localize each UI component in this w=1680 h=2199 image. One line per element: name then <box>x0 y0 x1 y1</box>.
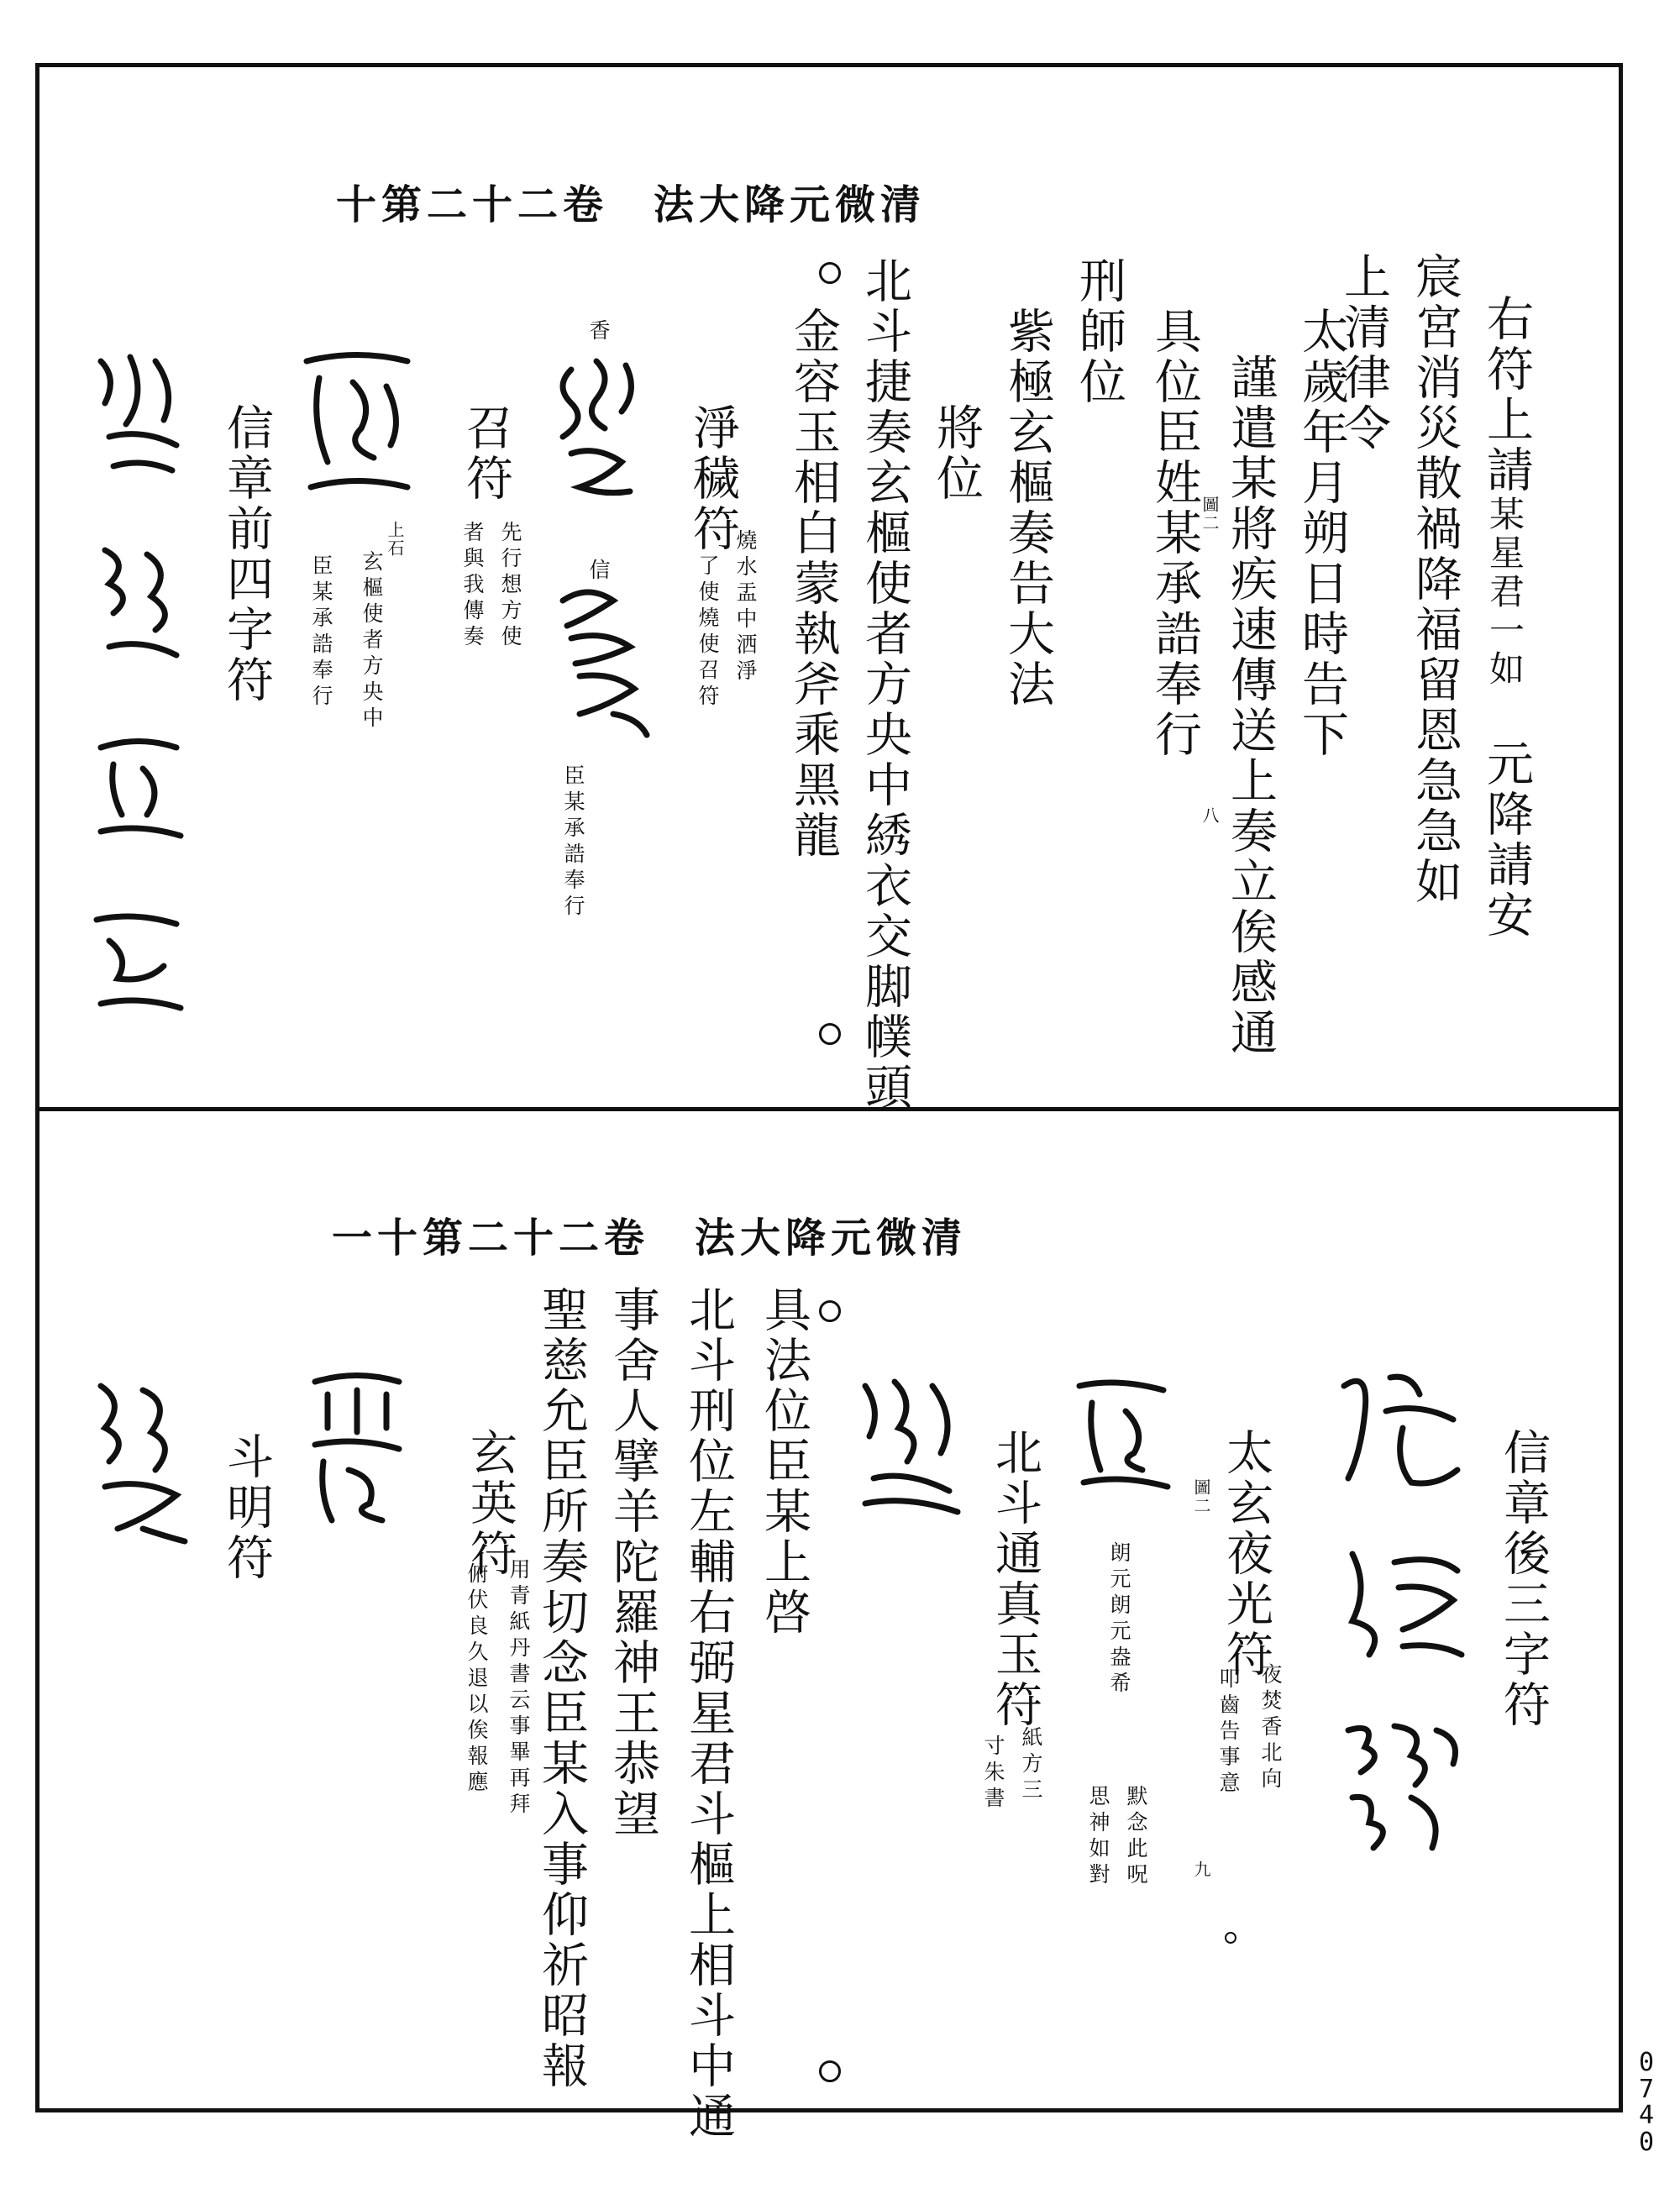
page-number-digit: 0 <box>1638 2127 1655 2157</box>
top-col-14-note2: 者與我傳奏 <box>460 521 485 651</box>
bottom-running-header: 一十第二十二卷 法大降元微清 <box>332 1215 968 1262</box>
bottom-col-3: 朗元朗元盎希 <box>1107 1541 1131 1698</box>
top-col-16: 信章前四字符 <box>219 403 274 706</box>
talisman-front-2 <box>84 538 193 680</box>
bottom-small-dot <box>1225 1932 1236 1944</box>
page-number-digit: 0 <box>1638 2048 1655 2077</box>
bottom-col-2: 太玄夜光符 <box>1219 1428 1273 1680</box>
bottom-col-4: 北斗通真玉符 <box>988 1428 1042 1730</box>
bottom-col-2-note: 夜焚香北向 <box>1258 1663 1283 1793</box>
bottom-col-9-note: 用青紙丹書云事畢再拜 <box>507 1558 531 1819</box>
page-number <box>1630 2049 1663 2155</box>
page-number-digit: 7 <box>1638 2074 1655 2104</box>
top-col-12-note2: 了使燒使召符 <box>696 554 720 711</box>
talisman-tongzhen-side <box>848 1369 974 1520</box>
talisman-jinghui-glyph-2 <box>546 580 655 739</box>
top-col-2: 宸宮消災散禍降福留恩急急如 <box>1408 252 1462 907</box>
page-number-digit: 4 <box>1638 2101 1655 2130</box>
talisman-front-1 <box>84 344 193 487</box>
top-col-14: 召符 <box>459 403 513 504</box>
top-col-15-b: 玄樞使者方央中 <box>360 550 384 732</box>
top-col-5: 謹遣某將疾速傳送上奏立俟感通 <box>1223 353 1278 1058</box>
top-col-1-sub: 某星君一如 <box>1484 496 1525 689</box>
talisman-xuanying-glyph <box>298 1361 416 1537</box>
bottom-col-7: 事舍人擘羊陀羅神王恭望 <box>606 1285 660 1839</box>
top-circle-marker-upper <box>819 262 841 284</box>
talisman-back-1 <box>1327 1361 1470 1495</box>
top-col-3: 上清律令 <box>1336 252 1391 454</box>
bottom-col-2-note2: 叩齒告事意 <box>1216 1667 1241 1798</box>
top-col-8: 刑師位 <box>1072 256 1126 407</box>
bottom-col-5: 具法位臣某上啓 <box>757 1285 811 1638</box>
bottom-col-3-note2: 思神如對 <box>1086 1785 1110 1889</box>
talisman-front-4 <box>84 899 193 1025</box>
top-circle-marker-lower <box>819 1023 841 1045</box>
talisman-back-3 <box>1336 1714 1478 1856</box>
bottom-col-9: 玄英符 <box>463 1428 517 1579</box>
talisman-front-3 <box>84 722 193 848</box>
top-col-13-c: 臣某承誥奉行 <box>561 764 585 921</box>
talisman-back-2 <box>1336 1537 1470 1663</box>
bottom-col-4-note: 紙方三 <box>1019 1726 1043 1804</box>
top-col-15-c: 臣某承誥奉行 <box>309 554 333 711</box>
bottom-circle-marker-upper <box>819 1300 841 1322</box>
top-running-header: 十第二十二卷 法大降元微清 <box>336 181 927 228</box>
top-col-15-a: 上石 <box>385 521 405 558</box>
bottom-col-10: 斗明符 <box>219 1432 274 1583</box>
bottom-col-6: 北斗刑位左輔右弼星君斗樞上相斗中通 <box>681 1285 736 2142</box>
talisman-douming-glyph <box>84 1369 193 1546</box>
panel-divider <box>35 1107 1623 1111</box>
top-col-12-note: 燒水盂中洒淨 <box>733 529 758 685</box>
top-col-11: 金容玉相白蒙執斧乘黑龍 <box>786 307 841 861</box>
bottom-col-3-note: 默念此呪 <box>1124 1785 1148 1889</box>
bottom-col-2-fig: 圖二 <box>1191 1478 1211 1515</box>
bottom-col-8: 聖慈允臣所奏切念臣某入事仰祈昭報 <box>534 1285 589 2091</box>
bottom-circle-marker-lower <box>819 2060 841 2082</box>
bottom-col-2-page: 九 <box>1191 1860 1211 1879</box>
talisman-tongzhen-glyph <box>1067 1369 1176 1495</box>
top-col-1b: 元降請安 <box>1479 739 1534 941</box>
top-col-14-note: 先行想方使 <box>498 521 522 651</box>
top-col-13-a: 香 <box>586 319 611 345</box>
top-col-7: 紫極玄樞奏告大法 <box>1000 307 1055 710</box>
top-col-12: 淨穢符 <box>685 403 740 554</box>
top-col-5-note: 圖二 <box>1200 496 1220 533</box>
top-col-4: 太歲年月朔日時告下 <box>1294 307 1349 760</box>
bottom-col-4-note2: 寸朱書 <box>981 1735 1005 1813</box>
talisman-jinghui-glyph-1 <box>546 353 655 512</box>
bottom-col-1: 信章後三字符 <box>1496 1428 1551 1730</box>
top-col-10: 北斗捷奏玄樞使者方央中綉衣交脚幞頭 <box>858 256 912 1113</box>
talisman-zhao-glyph <box>294 344 420 504</box>
top-col-6: 具位臣姓某承誥奉行 <box>1147 307 1202 760</box>
bottom-col-9-note2: 俯伏良久退以俟報應 <box>465 1562 489 1797</box>
top-col-9: 將位 <box>929 403 984 504</box>
top-col-5-page: 八 <box>1200 806 1220 825</box>
top-col-1: 右符上請 <box>1479 294 1534 496</box>
top-col-13-b: 信 <box>586 559 611 585</box>
